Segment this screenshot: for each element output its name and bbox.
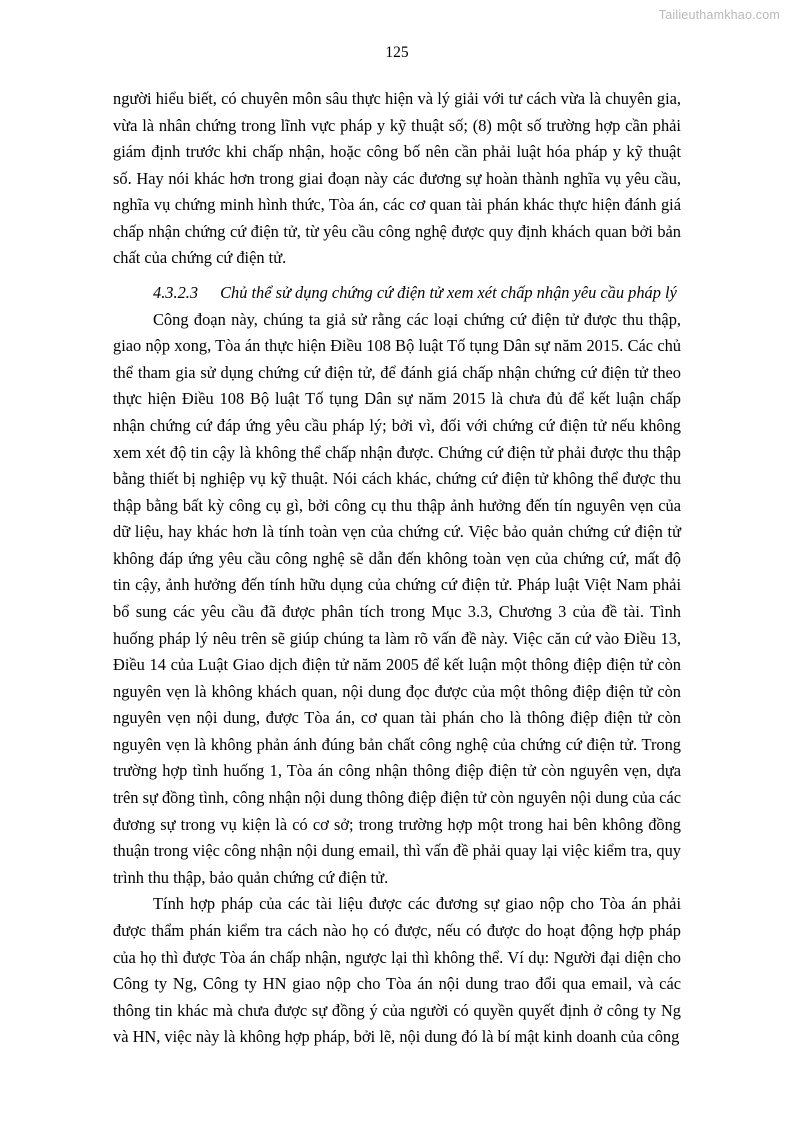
paragraph-body-1: Công đoạn này, chúng ta giả sử rằng các loại chứng cứ điện tử được thu thập, giao nộp xong, Tòa án thực hiện Điều 108 Bộ luật Tố tụng Dân sự năm 2015. Các chủ thể tham gia sử dụng chứng cứ điện tử, để đánh giá chấp nhận chứng cứ điện tử theo thực hiện Điều 108 Bộ luật Tố tụng Dân sự năm 2015 là chưa đủ để kết luận chấp nhận chứng cứ đáp ứng yêu cầu pháp lý; bởi vì, đối với chứng cứ điện tử nếu không xem xét độ tin cậy là không thể chấp nhận được. Chứng cứ điện tử phải được thu thập bằng thiết bị nghiệp vụ kỹ thuật. Nói cách khác, chứng cứ điện tử không thể được thu thập bằng bất kỳ công cụ gì, bởi công cụ thu thập ảnh hưởng đến tín nguyên vẹn của dữ liệu, hay khác hơn là tính toàn vẹn của chứng cứ. Việc bảo quản chứng cứ điện tử không đáp ứng yêu cầu công nghệ sẽ dẫn đến không toàn vẹn của chứng cứ, mất độ tin cậy, ảnh hưởng đến tính hữu dụng của chứng cứ điện tử. Pháp luật Việt Nam phải bổ sung các yêu cầu đã được phân tích trong Mục 3.3, Chương 3 của đề tài. Tình huống pháp lý nêu trên sẽ giúp chúng ta làm rõ vấn đề này. Việc căn cứ vào Điều 13, Điều 14 của Luật Giao dịch điện tử năm 2005 để kết luận một thông điệp điện tử còn nguyên vẹn là không khách quan, nội dung đọc được của một thông điệp điện tử còn nguyên vẹn nội dung, được Tòa án, cơ quan tài phán cho là thông điệp điện tử còn nguyên vẹn là không phản ánh đúng bản chất công nghệ của chứng cứ điện tử. Trong trường hợp tình huống 1, Tòa án công nhận thông điệp điện tử còn nguyên vẹn, dựa trên sự đồng tình, công nhận nội dung thông điệp điện tử còn nguyên nội dung của các đương sự trong vụ kiện là có cơ sở; trong trường hợp một trong hai bên không đồng thuận trong việc công nhận nội dung email, thì vấn đề phải quay lại việc kiểm tra, quy trình thu thập, bảo quản chứng cứ điện tử. xyxy=(113,309,681,887)
section-title: Chủ thể sử dụng chứng cứ điện tử xem xét chấp nhận yêu cầu pháp lý xyxy=(220,283,677,303)
page-number: 125 xyxy=(385,44,409,61)
paragraph-continuation: người hiểu biết, có chuyên môn sâu thực hiện và lý giải với tư cách vừa là chuyên gia, vừa là nhân chứng trong lĩnh vực pháp y kỹ thuật số; (8) một số trường hợp cần phải giám định trước khi chấp nhận, hoặc công bố nên cần phải luật hóa pháp y kỹ thuật số. Hay nói khác hơn trong giai đoạn này các đương sự hoàn thành nghĩa vụ yêu cầu, nghĩa vụ chứng minh hình thức, Tòa án, các cơ quan tài phán khác thực hiện đánh giá chấp nhận chứng cứ điện tử, từ yêu cầu công nghệ được quy định khách quan bởi bản chất của chứng cứ điện tử. xyxy=(113,89,681,268)
page-content xyxy=(113,86,681,1051)
section-heading xyxy=(113,280,681,307)
paragraph-body-2: Tính hợp pháp của các tài liệu được các đương sự giao nộp cho Tòa án phải được thẩm phán kiểm tra cách nào họ có được, nếu có được do hoạt động hợp pháp của họ thì được Tòa án chấp nhận, ngược lại thì không thể. Ví dụ: Người đại diện cho Công ty Ng, Công ty HN giao nộp cho Tòa án nội dung trao đổi qua email, và các thông tin khác mà chưa được sự đồng ý của người có quyền quyết định ở công ty Ng và HN, việc này là không hợp pháp, bởi lẽ, nội dung đó là bí mật kinh doanh của công xyxy=(113,894,681,1047)
watermark-text: Tailieuthamkhao.com xyxy=(658,8,780,22)
section-number: 4.3.2.3 xyxy=(153,283,199,303)
